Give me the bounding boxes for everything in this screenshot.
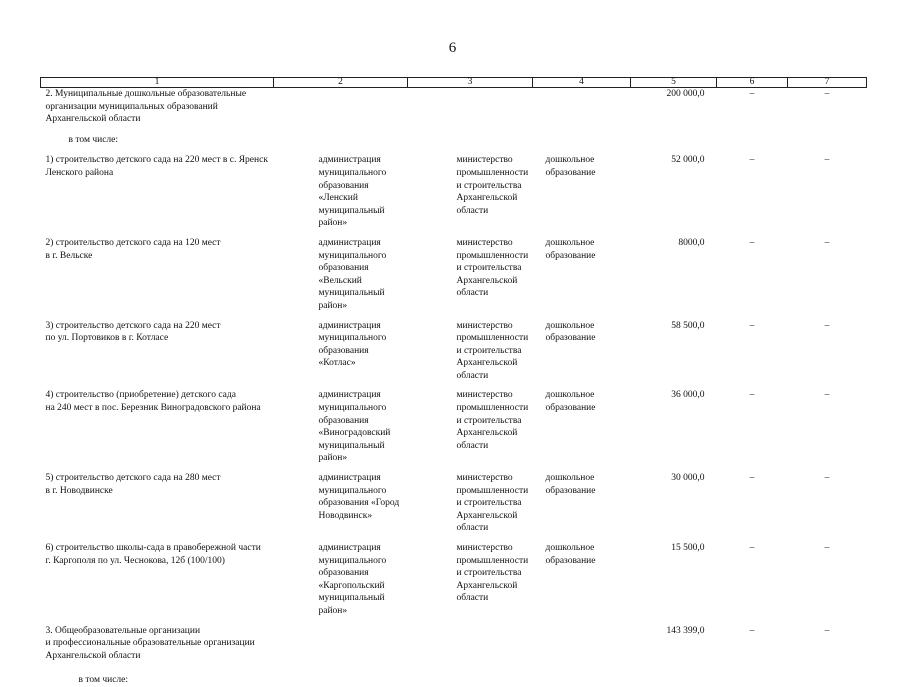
section-row [41,88,867,147]
sector: дошкольное образование [545,473,596,496]
dash-cell: – [824,320,830,331]
table-row [41,542,867,625]
col-header-4: 4 [533,78,631,88]
col-header-3: 3 [408,78,533,88]
section-subheading: в том числе: [68,134,119,145]
table-row [41,154,867,237]
project-name: 2) строительство детского сада на 120 мест в г. Вельске [45,237,221,261]
sector: дошкольное образование [545,320,596,344]
table-row [41,472,867,542]
page-number: 6 [448,40,457,56]
responsible-ministry: министерство промышленности и строительства Архангельской области [456,155,529,216]
table-row [41,237,867,320]
customer: администрация муниципального образования «Вельский муниципальный район» [318,237,387,311]
project-name: 3) строительство детского сада на 220 мест по ул. Портовиков в г. Котласе [45,320,221,344]
dash-cell: – [749,155,755,166]
responsible-ministry: министерство промышленности и строительства Архангельской области [456,237,529,299]
col-header-2: 2 [274,78,408,88]
responsible-ministry: министерство промышленности и строительства Архангельской области [456,473,529,534]
responsible-ministry: министерство промышленности и строительства Архангельской области [456,543,529,604]
project-name: 1) строительство детского сада на 220 мест в с. Яренск Ленского района [45,155,268,178]
section-title: 2. Муниципальные дошкольные образовательные организации муниципальных образований Архангельской области [45,89,247,125]
sector: дошкольное образование [545,543,596,566]
col-header-1: 1 [41,78,274,88]
col-header-7: 7 [788,78,867,88]
responsible-ministry: министерство промышленности и строительства Архангельской области [456,390,529,451]
dash-cell: – [749,89,755,99]
dash-cell: – [749,237,755,248]
amount: 30 000,0 [671,473,705,484]
customer: администрация муниципального образования «Каргопольский муниципальный район» [318,543,387,616]
section-amount: 200 000,0 [666,89,705,99]
customer: администрация муниципального образования «Ленский муниципальный район» [318,155,387,229]
section-amount: 143 399,0 [666,625,705,636]
table-row [41,389,867,472]
customer: администрация муниципального образования «Город Новодвинск» [318,473,400,521]
sector: дошкольное образование [545,155,596,178]
section-subheading: в том числе: [78,675,129,686]
sector: дошкольное образование [545,237,596,261]
dash-cell: – [749,320,755,331]
dash-cell: – [824,237,830,248]
amount: 36 000,0 [671,390,705,401]
dash-cell: – [824,89,830,99]
col-header-5: 5 [631,78,717,88]
column-number-header [41,78,867,88]
dash-cell: – [749,625,755,636]
dash-cell: – [749,390,755,401]
dash-cell: – [824,155,830,166]
customer: администрация муниципального образования «Виноградовский муниципальный район» [318,390,391,464]
customer: администрация муниципального образования «Котлас» [318,320,387,369]
amount: 58 500,0 [671,320,705,331]
section-row [41,625,867,687]
table-row [41,320,867,390]
dash-cell: – [824,625,830,636]
program-table [40,77,867,687]
responsible-ministry: министерство промышленности и строительства Архангельской области [456,320,529,381]
amount: 8000,0 [678,237,705,248]
amount: 15 500,0 [671,543,705,553]
sector: дошкольное образование [545,390,596,414]
dash-cell: – [749,473,755,484]
dash-cell: – [824,473,830,484]
project-name: 6) строительство школы-сада в правобережной части г. Каргополя по ул. Чеснокова, 12б (100/100) [45,543,261,566]
col-header-6: 6 [717,78,788,88]
section-title: 3. Общеобразовательные организации и профессиональные образовательные организации Архангельской области [45,625,255,661]
dash-cell: – [824,543,830,553]
dash-cell: – [749,543,755,553]
project-name: 4) строительство (приобретение) детского сада на 240 мест в пос. Березник Виноградовского района [45,390,261,414]
project-name: 5) строительство детского сада на 280 мест в г. Новодвинске [45,473,221,496]
dash-cell: – [824,390,830,401]
amount: 52 000,0 [671,155,705,166]
